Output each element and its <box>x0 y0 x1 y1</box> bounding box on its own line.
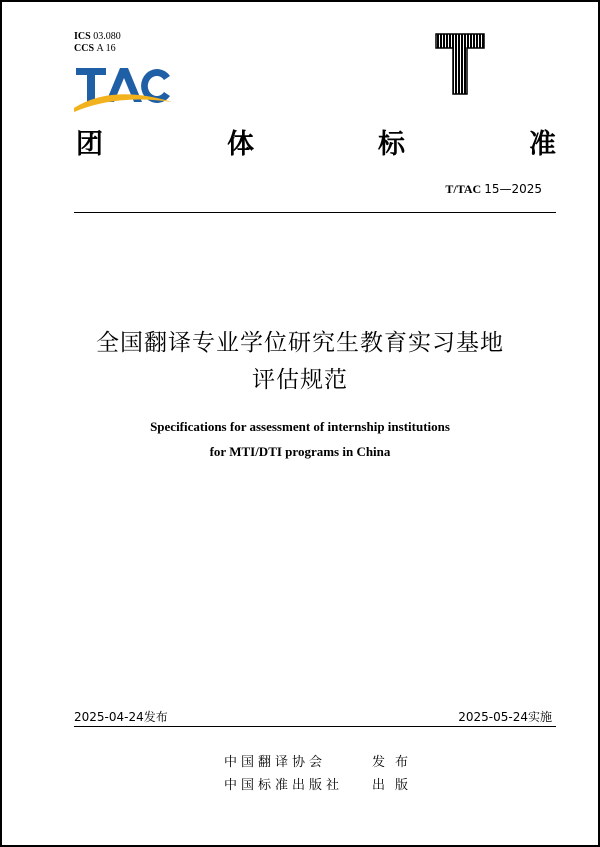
publisher-org: 中国标准出版社 <box>224 778 344 793</box>
implementation-date: 2025-05-24实施 <box>458 710 552 724</box>
header-divider <box>74 212 556 213</box>
standard-letter-t <box>434 32 486 96</box>
publisher-org: 中国翻译协会 <box>224 755 327 770</box>
publishers <box>224 751 418 797</box>
tac-logo <box>72 62 174 114</box>
ics-value: 03.080 <box>93 31 121 42</box>
standard-number-prefix: T/TAC <box>445 182 482 196</box>
standard-number <box>445 182 542 197</box>
title-english-line1: Specifications for assessment of internship institutions <box>150 419 450 434</box>
classification-codes <box>74 31 121 55</box>
publisher-row <box>224 774 418 797</box>
ccs-value: A 16 <box>96 43 116 54</box>
publisher-action: 出版 <box>372 778 419 793</box>
footer-divider <box>74 726 556 727</box>
standard-type-char: 团 <box>76 129 103 160</box>
title-chinese-line1: 全国翻译专业学位研究生教育实习基地 <box>96 330 504 356</box>
standard-type-char: 准 <box>529 129 556 160</box>
ics-label: ICS <box>74 31 91 42</box>
ccs-label: CCS <box>74 43 95 54</box>
title-english-line2: for MTI/DTI programs in China <box>209 444 391 459</box>
standard-type-char: 标 <box>378 129 405 160</box>
title-chinese-line2: 评估规范 <box>252 367 348 393</box>
standard-type <box>76 122 556 161</box>
publisher-row <box>224 751 418 774</box>
standard-type-char: 体 <box>227 129 254 160</box>
issue-date: 2025-04-24发布 <box>74 710 168 724</box>
standard-number-value: 15—2025 <box>484 182 542 196</box>
publisher-action: 发布 <box>372 755 419 770</box>
